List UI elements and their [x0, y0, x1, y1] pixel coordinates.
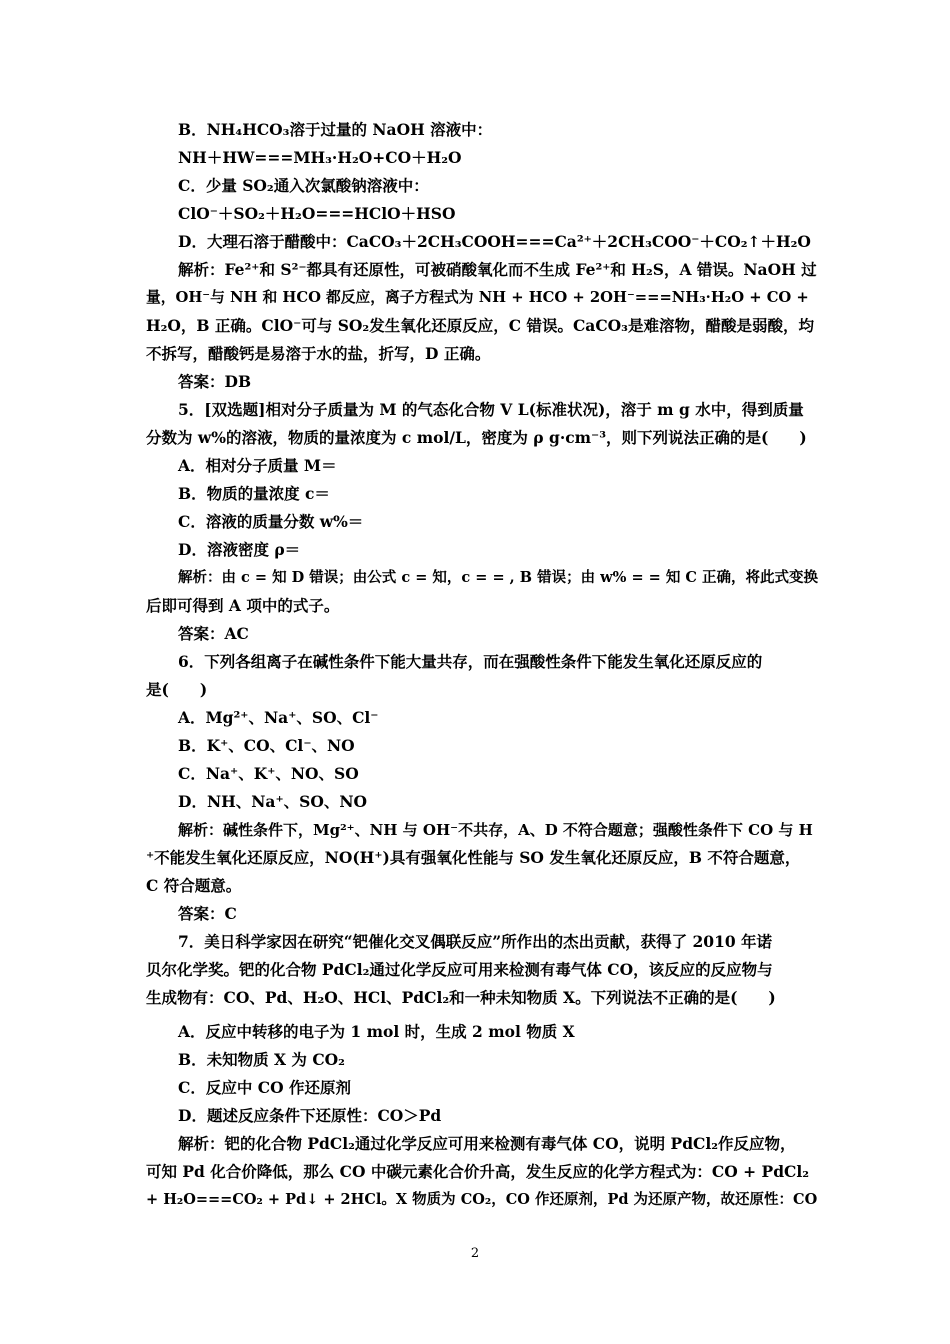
- equation-line: NH＋HW===MH₃·H₂O+CO＋H₂O: [178, 148, 462, 167]
- question-7-line: 贝尔化学奖。钯的化合物 PdCl₂通过化学反应可用来检测有毒气体 CO，该反应的反应物与: [146, 960, 773, 979]
- option-b-line: B．K⁺、CO、Cl⁻、NO: [178, 736, 355, 755]
- question-6-line: 6．下列各组离子在碱性条件下能大量共存，而在强酸性条件下能发生氧化还原反应的: [178, 652, 763, 671]
- analysis-line: 解析：碱性条件下，Mg²⁺、NH 与 OH⁻不共存，A、D 不符合题意；强酸性条件下 CO 与 H: [178, 821, 813, 839]
- analysis-line: 可知 Pd 化合价降低，那么 CO 中碳元素化合价升高，发生反应的化学方程式为：CO + PdCl₂: [146, 1162, 810, 1181]
- option-c-line: C．溶液的质量分数 w%＝: [178, 512, 364, 531]
- option-a-line: A．相对分子质量 M＝: [178, 456, 337, 475]
- analysis-line: 解析：由 c = 知 D 错误；由公式 c = 知，c = = , B 错误；由 w% = = 知 C 正确，将此式变换: [178, 569, 818, 586]
- option-d-line: D．溶液密度 ρ＝: [178, 540, 301, 559]
- analysis-line: H₂O，B 正确。ClO⁻可与 SO₂发生氧化还原反应，C 错误。CaCO₃是难溶物，醋酸是弱酸，均: [146, 316, 814, 335]
- option-d-line: D．NH、Na⁺、SO、NO: [178, 792, 368, 811]
- analysis-line: 不拆写，醋酸钙是易溶于水的盐，折写，D 正确。: [146, 344, 491, 363]
- question-7-line: 7．美日科学家因在研究“钯催化交叉偶联反应”所作出的杰出贡献，获得了 2010 年诺: [178, 932, 773, 951]
- option-b-line: B．物质的量浓度 c＝: [178, 484, 330, 503]
- page-number: 2: [470, 1246, 480, 1261]
- option-d-line: D．大理石溶于醋酸中：CaCO₃＋2CH₃COOH===Ca²⁺＋2CH₃COO⁻＋CO₂↑＋H₂O: [178, 232, 811, 251]
- option-c-line: C．Na⁺、K⁺、NO、SO: [178, 764, 359, 783]
- analysis-line: 解析：Fe²⁺和 S²⁻都具有还原性，可被硝酸氧化而不生成 Fe²⁺和 H₂S，A 错误。NaOH 过: [178, 260, 817, 279]
- analysis-line: 后即可得到 A 项中的式子。: [146, 596, 340, 615]
- answer-line: 答案：AC: [178, 624, 249, 643]
- option-c-line: C．反应中 CO 作还原剂: [178, 1078, 351, 1097]
- analysis-line: ⁺不能发生氧化还原反应，NO(H⁺)具有强氧化性能与 SO 发生氧化还原反应，B 不符合题意，: [146, 848, 801, 867]
- analysis-line: + H₂O===CO₂ + Pd↓ + 2HCl。X 物质为 CO₂，CO 作还原剂，Pd 为还原产物，故还原性：CO: [146, 1191, 818, 1208]
- analysis-line: C 符合题意。: [146, 876, 242, 895]
- question-5-line: 分数为 w%的溶液，物质的量浓度为 c mol/L，密度为 ρ g·cm⁻³，则下列说法正确的是( ): [146, 428, 807, 447]
- option-a-line: A．反应中转移的电子为 1 mol 时，生成 2 mol 物质 X: [178, 1022, 575, 1041]
- answer-line: 答案：DB: [178, 372, 252, 391]
- question-7-line: 生成物有：CO、Pd、H₂O、HCl、PdCl₂和一种未知物质 X。下列说法不正确的是( ): [146, 988, 776, 1007]
- option-b-line: B．未知物质 X 为 CO₂: [178, 1050, 345, 1069]
- equation-line: ClO⁻＋SO₂＋H₂O===HClO＋HSO: [178, 204, 456, 223]
- question-5-line: 5．[双选题]相对分子质量为 M 的气态化合物 V L(标准状况)，溶于 m g 水中，得到质量: [178, 400, 804, 419]
- question-6-line: 是( ): [146, 680, 208, 699]
- option-a-line: A．Mg²⁺、Na⁺、SO、Cl⁻: [178, 708, 379, 727]
- option-d-line: D．题述反应条件下还原性：CO＞Pd: [178, 1106, 442, 1125]
- analysis-line: 量，OH⁻与 NH 和 HCO 都反应，离子方程式为 NH + HCO + 2OH⁻===NH₃·H₂O + CO +: [146, 289, 809, 306]
- analysis-line: 解析：钯的化合物 PdCl₂通过化学反应可用来检测有毒气体 CO，说明 PdCl₂作反应物，: [178, 1134, 796, 1153]
- option-b-line: B．NH₄HCO₃溶于过量的 NaOH 溶液中：: [178, 120, 493, 139]
- answer-line: 答案：C: [178, 904, 237, 923]
- option-c-line: C．少量 SO₂通入次氯酸钠溶液中：: [178, 176, 429, 195]
